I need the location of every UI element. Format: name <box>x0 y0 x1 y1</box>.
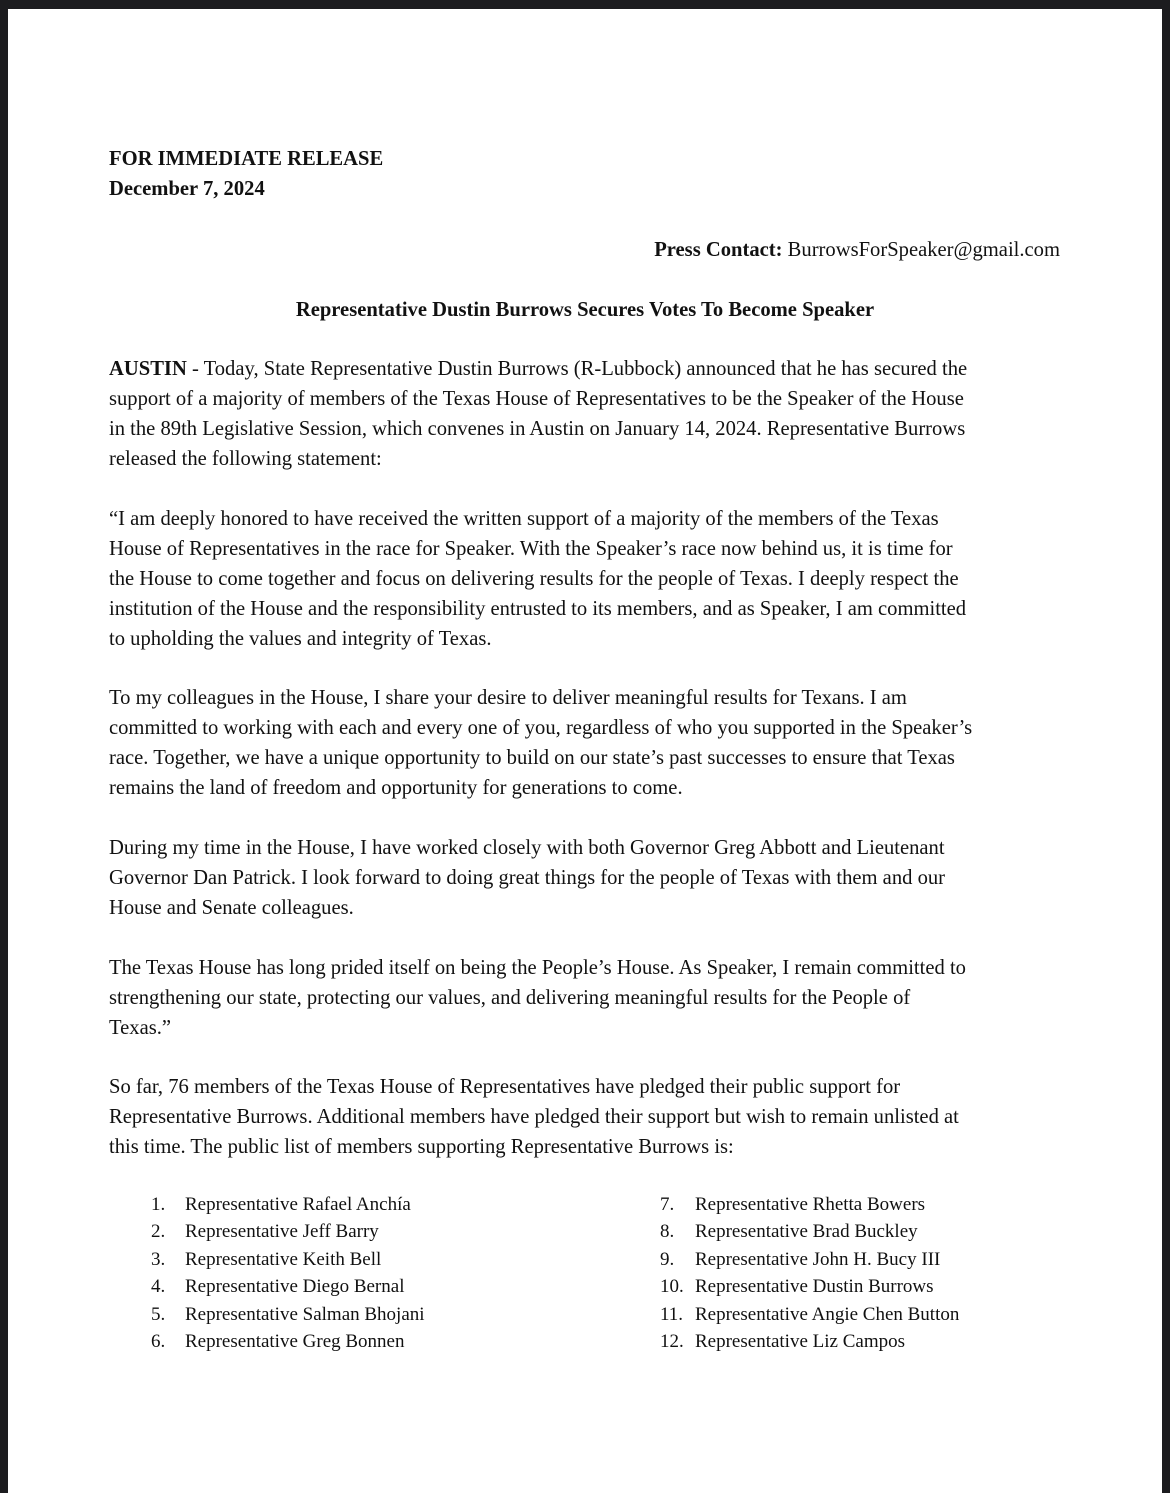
press-contact-label: Press Contact: <box>654 239 783 261</box>
member-name: Representative Jeff Barry <box>185 1221 379 1243</box>
text-line: House of Representatives in the race for Speaker. With the Speaker’s race now behind us, it is time for <box>109 538 953 560</box>
text-line: Representative Burrows. Additional members have pledged their support but wish to remain unlisted at <box>109 1106 959 1128</box>
text-line: The Texas House has long prided itself on being the People’s House. As Speaker, I remain committed to <box>109 957 966 979</box>
member-number: 11. <box>660 1303 684 1325</box>
text-line: - Today, State Representative Dustin Burrows (R-Lubbock) announced that he has secured the <box>191 358 968 380</box>
members-list-left <box>109 1191 425 1355</box>
member-name: Representative Liz Campos <box>695 1331 905 1353</box>
text-line: in the 89th Legislative Session, which convenes in Austin on January 14, 2024. Representative Burrows <box>109 418 966 440</box>
dateline: AUSTIN <box>109 358 187 380</box>
member-list-item <box>109 1273 425 1300</box>
member-number: 6. <box>151 1331 166 1353</box>
text-line: institution of the House and the responsibility entrusted to its members, and as Speaker, I am committed <box>109 598 967 620</box>
text-line: “I am deeply honored to have received the written support of a majority of the members of the Texas <box>109 508 939 530</box>
member-list-item <box>618 1246 959 1273</box>
document-page <box>8 9 1162 1493</box>
text-line: remains the land of freedom and opportunity for generations to come. <box>109 777 683 799</box>
press-release-title: Representative Dustin Burrows Secures Votes To Become Speaker <box>295 299 875 321</box>
member-list-item <box>618 1273 959 1300</box>
member-name: Representative Dustin Burrows <box>695 1276 934 1298</box>
member-name: Representative Diego Bernal <box>185 1276 405 1298</box>
member-list-item <box>109 1301 425 1328</box>
text-line: released the following statement: <box>109 448 382 470</box>
press-contact <box>654 235 1060 265</box>
member-number: 7. <box>660 1194 675 1215</box>
member-list-item <box>109 1246 425 1273</box>
release-heading <box>109 144 383 204</box>
member-name: Representative Angie Chen Button <box>695 1303 960 1325</box>
member-number: 2. <box>151 1221 166 1243</box>
member-number: 12. <box>660 1331 684 1353</box>
text-line: the House to come together and focus on delivering results for the people of Texas. I deeply respect the <box>109 568 959 590</box>
text-line: race. Together, we have a unique opportunity to build on our state’s past successes to ensure that Texas <box>109 747 955 769</box>
member-name: Representative Keith Bell <box>185 1248 382 1270</box>
paragraph-4 <box>109 833 945 923</box>
text-line: Texas.” <box>109 1017 172 1039</box>
text-line: House and Senate colleagues. <box>109 897 354 919</box>
text-line: this time. The public list of members supporting Representative Burrows is: <box>109 1136 734 1158</box>
members-list-right <box>618 1191 959 1355</box>
text-line: committed to working with each and every one of you, regardless of who you supported in the Speaker’s <box>109 717 973 739</box>
member-number: 4. <box>151 1276 166 1298</box>
member-name: Representative Salman Bhojani <box>185 1303 425 1325</box>
member-number: 10. <box>660 1276 684 1298</box>
member-number: 3. <box>151 1248 166 1270</box>
paragraph-3 <box>109 683 972 803</box>
member-list-item <box>618 1191 959 1218</box>
paragraph-1 <box>109 354 967 474</box>
text-line: Governor Dan Patrick. I look forward to doing great things for the people of Texas with them and our <box>109 867 946 889</box>
text-line: During my time in the House, I have worked closely with both Governor Greg Abbott and Lieutenant <box>109 837 945 859</box>
member-number: 8. <box>660 1221 675 1243</box>
text-line: strengthening our state, protecting our values, and delivering meaningful results for the People of <box>109 987 911 1009</box>
release-label: FOR IMMEDIATE RELEASE <box>109 148 384 170</box>
member-list-item <box>618 1328 959 1355</box>
text-line: To my colleagues in the House, I share your desire to deliver meaningful results for Texans. I am <box>109 687 907 709</box>
member-number: 5. <box>151 1303 166 1325</box>
member-list-item <box>618 1218 959 1245</box>
member-name: Representative Rafael Anchía <box>185 1194 411 1215</box>
paragraph-2 <box>109 504 966 654</box>
member-number: 1. <box>151 1194 166 1215</box>
paragraph-6 <box>109 1072 959 1162</box>
text-line: support of a majority of members of the Texas House of Representatives to be the Speaker of the House <box>109 388 964 410</box>
release-date: December 7, 2024 <box>109 178 265 200</box>
text-line: So far, 76 members of the Texas House of Representatives have pledged their public support for <box>109 1076 901 1098</box>
press-contact-email: BurrowsForSpeaker@gmail.com <box>787 239 1060 261</box>
member-name: Representative Brad Buckley <box>695 1221 918 1243</box>
member-name: Representative Rhetta Bowers <box>695 1194 926 1215</box>
text-line: to upholding the values and integrity of Texas. <box>109 628 492 650</box>
member-list-item <box>109 1191 425 1218</box>
member-list-item <box>109 1218 425 1245</box>
member-number: 9. <box>660 1248 675 1270</box>
member-list-item <box>618 1301 959 1328</box>
paragraph-5 <box>109 953 966 1043</box>
member-name: Representative John H. Bucy III <box>695 1248 941 1270</box>
member-name: Representative Greg Bonnen <box>185 1331 405 1353</box>
member-list-item <box>109 1328 425 1355</box>
